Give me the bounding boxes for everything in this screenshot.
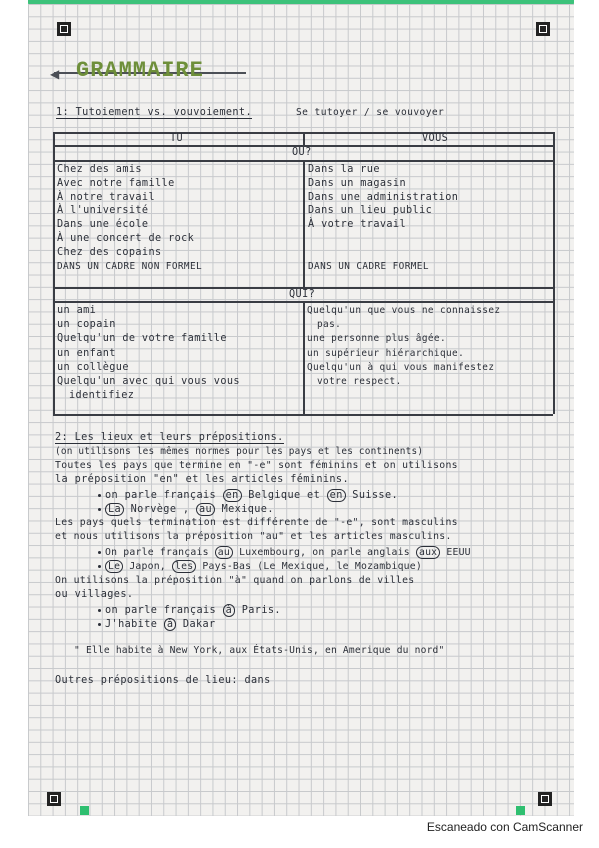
- ou-vous-list: [308, 163, 458, 274]
- example-text: Dakar: [182, 619, 216, 630]
- example-text: Belgique et: [248, 490, 321, 501]
- example-line: [98, 604, 281, 617]
- table-rule: [303, 301, 305, 414]
- list-item: Quelqu'un de votre famille: [57, 333, 227, 345]
- list-item: Avec notre famille: [57, 177, 175, 189]
- paragraph-line: Toutes les pays que termine en "-e" sont féminins et on utilisons: [55, 460, 458, 471]
- bullet-icon: [98, 551, 101, 554]
- list-item: pas.: [317, 319, 342, 331]
- example-text: J'habite: [105, 619, 158, 630]
- example-text: Japon,: [129, 561, 166, 572]
- list-item: Chez des copains: [57, 246, 162, 258]
- list-item: Dans la rue: [308, 164, 380, 175]
- list-item: Quelqu'un avec qui vous vous: [57, 376, 240, 388]
- list-item: un collègue: [57, 361, 129, 373]
- bullet-icon: [98, 565, 101, 568]
- qui-tu-list: [57, 304, 240, 403]
- example-text: EEUU: [446, 547, 471, 558]
- list-item: À notre travail: [57, 191, 156, 203]
- circled-article: les: [172, 560, 196, 573]
- bullet-icon: [98, 623, 101, 626]
- green-marker-right: [516, 806, 525, 815]
- circled-preposition: à: [223, 604, 236, 617]
- table-rule: [303, 160, 305, 287]
- example-line: [98, 503, 274, 516]
- quote-line: " Elle habite à New York, aux États-Unis, en Amerique du nord": [74, 645, 445, 656]
- bullet-icon: [98, 508, 101, 511]
- bullet-icon: [98, 494, 101, 497]
- arrow-left-icon: ◀: [50, 67, 60, 81]
- grid-paper: [28, 4, 574, 816]
- scanner-watermark: Escaneado con CamScanner: [426, 820, 583, 834]
- list-item: une personne plus âgée.: [307, 333, 447, 345]
- list-item: DANS UN CADRE FORMEL: [308, 260, 429, 272]
- list-item: Dans une école: [57, 219, 149, 231]
- table-label-qui: QUI?: [289, 289, 316, 300]
- list-item: un copain: [57, 319, 116, 331]
- list-item: Dans un magasin: [308, 177, 407, 189]
- circled-preposition: en: [223, 489, 242, 502]
- list-item: Quelqu'un que vous ne connaissez: [307, 305, 501, 316]
- list-item: À l'université: [57, 205, 149, 217]
- example-text: Paris.: [241, 605, 281, 616]
- example-text: Mexique.: [221, 504, 274, 515]
- paragraph-line: (on utilisons les mêmes normes pour les pays et les continents): [55, 446, 424, 457]
- section1-subtitle: Se tutoyer / se vouvoyer: [296, 107, 445, 118]
- list-item: Quelqu'un à qui vous manifestez: [307, 361, 495, 373]
- circled-article: La: [105, 503, 124, 516]
- circled-preposition: à: [164, 618, 177, 631]
- list-item: DANS UN CADRE NON FORMEL: [57, 260, 203, 272]
- example-text: Pays-Bas (Le Mexique, le Mozambique): [202, 561, 422, 572]
- list-item: votre respect.: [317, 376, 402, 388]
- circled-article: au: [196, 503, 215, 516]
- list-item: À votre travail: [308, 219, 407, 231]
- page-title: GRAMMAIRE: [76, 58, 204, 83]
- paragraph-line: Outres prépositions de lieu: dans: [55, 675, 271, 686]
- list-item: un supérieur hiérarchique.: [307, 347, 465, 359]
- paragraph-line: On utilisons la préposition "à" quand on parlons de villes: [55, 575, 415, 586]
- example-text: On parle français: [105, 547, 209, 558]
- table-header-vous: VOUS: [422, 133, 449, 144]
- qui-vous-list: [307, 304, 500, 389]
- example-text: on parle français: [105, 490, 217, 501]
- list-item: un ami: [57, 305, 97, 316]
- example-text: Luxembourg, on parle anglais: [239, 547, 410, 558]
- corner-marker-top-left: [57, 22, 71, 36]
- table-rule: [53, 414, 553, 416]
- list-item: identifiez: [69, 390, 135, 402]
- corner-marker-bottom-right: [538, 792, 552, 806]
- circled-preposition: aux: [416, 546, 440, 559]
- section2-heading: 2: Les lieux et leurs prépositions.: [55, 432, 284, 443]
- example-line: [98, 618, 216, 631]
- corner-marker-top-right: [536, 22, 550, 36]
- paragraph-line: la préposition "en" et les articles féminins.: [55, 474, 350, 485]
- table-rule: [303, 132, 305, 145]
- example-text: Suisse.: [352, 490, 399, 501]
- circled-preposition: en: [327, 489, 346, 502]
- example-line: [98, 546, 471, 559]
- example-text: Norvège ,: [130, 504, 190, 515]
- example-text: on parle français: [105, 605, 217, 616]
- list-item: un enfant: [57, 347, 116, 359]
- table-label-ou: OÙ?: [292, 147, 312, 158]
- paragraph-line: ou villages.: [55, 589, 134, 600]
- list-item: À une concert de rock: [57, 232, 195, 244]
- green-marker-left: [80, 806, 89, 815]
- table-rule: [553, 132, 555, 414]
- example-line: [98, 489, 398, 502]
- circled-preposition: au: [215, 546, 233, 559]
- section1-heading: 1: Tutoiement vs. vouvoiement.: [56, 107, 253, 118]
- paragraph-line: et nous utilisons la préposition "au" et les articles masculins.: [55, 531, 452, 542]
- bullet-icon: [98, 609, 101, 612]
- list-item: Chez des amis: [57, 164, 142, 175]
- table-header-tu: TU: [170, 133, 184, 144]
- list-item: Dans une administration: [308, 191, 459, 203]
- circled-article: Le: [105, 560, 123, 573]
- ou-tu-list: [57, 163, 202, 273]
- list-item: Dans un lieu public: [308, 205, 433, 217]
- table-rule: [53, 132, 55, 414]
- corner-marker-bottom-left: [47, 792, 61, 806]
- paragraph-line: Les pays quels termination est différente de "-e", sont masculins: [55, 517, 458, 528]
- example-line: [98, 560, 422, 573]
